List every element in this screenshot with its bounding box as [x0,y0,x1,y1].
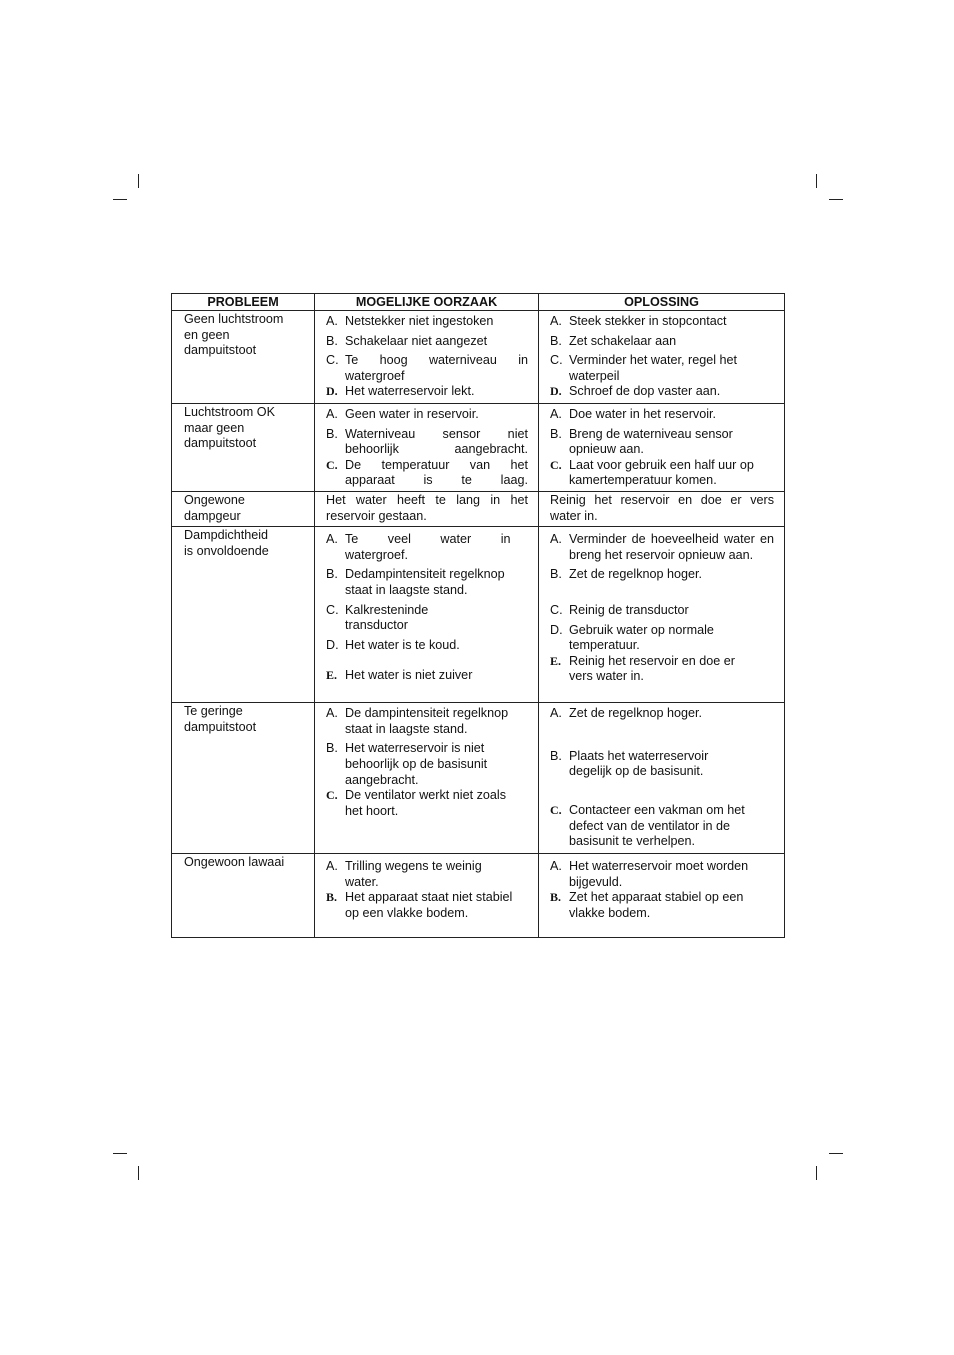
list-item: B. Zet schakelaar aan [550,333,677,348]
list-item: C. Verminder het water, regel het waterpeil [550,353,738,383]
list-item: A. Doe water in het reservoir. [550,407,716,421]
list-item: A. Te veel water in watergroef. [326,532,511,562]
list-item: A. De dampintensiteit regelknop staat in laagste stand. [326,706,509,736]
crop-mark-bottom-right-vertical [816,1166,817,1180]
problem-cell: Dampdichtheid is onvoldoende [172,527,315,703]
crop-mark-top-right-vertical [816,174,817,188]
header-solution: OPLOSSING [539,294,785,311]
cause-cell: Het water heeft te lang in het reservoir gestaan. [315,492,539,527]
cause-cell [315,527,539,703]
crop-mark-bottom-left-vertical [138,1166,139,1180]
list-item: B. Dedampintensiteit regelknop staat in laagste stand. [326,567,505,597]
list-item: E. Reinig het reservoir en doe er vers water in. [550,653,735,684]
solution-cell [539,854,785,938]
crop-mark-top-left-vertical [138,174,139,188]
table-row [172,311,785,404]
list-item: B. Zet het apparaat stabiel op een vlakke bodem. [550,890,744,920]
solution-cell: Reinig het reservoir en doe er vers water in. [539,492,785,527]
solution-cell [539,311,785,404]
list-item: A. Netstekker niet ingestoken [326,314,494,328]
list-item: B. Het waterreservoir is niet behoorlijk op de basisunit aangebracht. [326,741,488,787]
cause-cell [315,703,539,854]
problem-cell: Geen luchtstroom en geen dampuitstoot [172,311,315,404]
cause-cell [315,311,539,404]
solution-cell [539,703,785,854]
crop-mark-top-left-horizontal [113,199,127,200]
header-cause: MOGELIJKE OORZAAK [315,294,539,311]
header-problem: PROBLEEM [172,294,315,311]
cause-cell [315,404,539,492]
list-item: A. Steek stekker in stopcontact [550,314,727,328]
list-item: A. Geen water in reservoir. [326,407,479,421]
list-item: D. Het water is te koud. [326,637,460,652]
list-item: B. Zet de regelknop hoger. [550,567,703,582]
table-row [172,492,785,527]
list-item: B. Breng de waterniveau sensor opnieuw aan. [550,426,733,457]
cause-cell [315,854,539,938]
crop-mark-bottom-left-horizontal [113,1153,127,1154]
list-item: B. Het apparaat staat niet stabiel op een vlakke bodem. [326,890,513,920]
list-item: A. Verminder de hoeveelheid water en breng het reservoir opnieuw aan. [550,532,774,562]
table-header-row [172,294,785,311]
problem-cell: Luchtstroom OK maar geen dampuitstoot [172,404,315,492]
troubleshooting-table [171,293,785,938]
list-item: C. Kalkresteninde transductor [326,602,429,633]
list-item: C. De ventilator werkt niet zoals het hoort. [326,788,506,818]
list-item: B. Plaats het waterreservoir degelijk op de basisunit. [550,748,709,779]
list-item: C. Laat voor gebruik een half uur op kamertemperatuur komen. [550,457,754,488]
list-item: C. Contacteer een vakman om het defect van de ventilator in de basisunit te verhelpen. [550,802,745,849]
table-row [172,404,785,492]
solution-cell [539,527,785,703]
table-row [172,854,785,938]
list-item: D. Het waterreservoir lekt. [326,384,475,399]
problem-cell: Ongewone dampgeur [172,492,315,527]
crop-mark-bottom-right-horizontal [829,1153,843,1154]
table-row [172,527,785,703]
list-item: A. Zet de regelknop hoger. [550,706,703,721]
list-item: E. Het water is niet zuiver [326,668,473,683]
list-item: C. De temperatuur van het apparaat is te laag. [326,457,528,488]
list-item: B. Waterniveau sensor niet behoorlijk aangebracht. [326,426,528,457]
table-row [172,703,785,854]
list-item: A. Trilling wegens te weinig water. [326,859,482,889]
solution-cell [539,404,785,492]
list-item: C. Reinig de transductor [550,602,689,617]
list-item: B. Schakelaar niet aangezet [326,333,488,348]
problem-cell: Te geringe dampuitstoot [172,703,315,854]
list-item: D. Gebruik water op normale temperatuur. [550,622,714,653]
crop-mark-top-right-horizontal [829,199,843,200]
list-item: A. Het waterreservoir moet worden bijgevuld. [550,859,749,889]
problem-cell: Ongewoon lawaai [172,854,315,938]
list-item: C. Te hoog waterniveau in watergroef [326,353,528,383]
list-item: D. Schroef de dop vaster aan. [550,384,721,399]
